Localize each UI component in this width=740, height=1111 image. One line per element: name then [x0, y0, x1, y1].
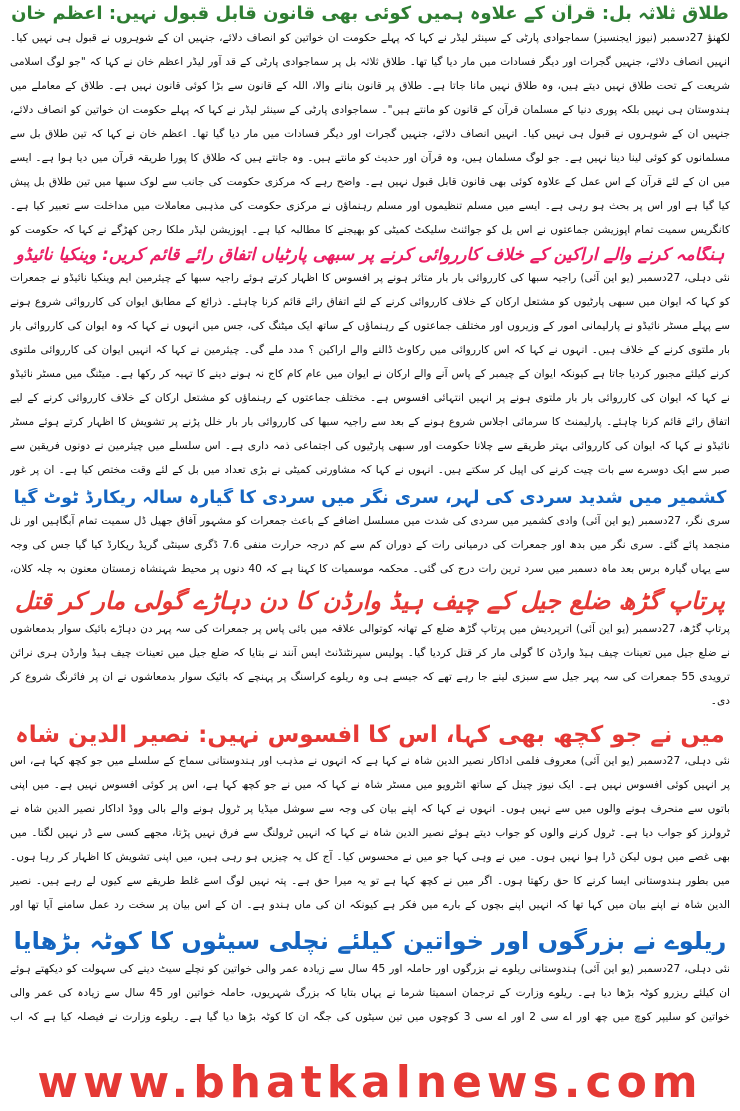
article-body: لکھنؤ 27دسمبر (نیوز ایجنسیز) سماجوادی پارٹی کے سینئر لیڈر نے کہا کہ پہلے حکومت ان خواتین کو انصاف دلائے، جنہیں ان کے شوہروں نے قبول ہی نہیں کیا۔ انہیں انصاف دلائے، جنہیں گجرات اور دیگر فسادات میں مار دیا گیا تھا۔ طلاق ثلاثہ بل پر سماجوادی پارٹی کے قد آور لیڈر اعظم خان نے کہا کہ "جو لوگ اسلامی شریعت کے تحت طلاق نہیں دیتے ہیں، وہ طلاق نہیں مانا جاتا ہے۔ طلاق پر قانون بنانے والا، اللہ کے قانون سے بڑا کوئی قانون نہیں ہے۔ طلاق کے معاملے میں ہندوستان ہی نہیں بلکہ پوری دنیا کے مسلمان قرآن کے قانون کو مانتے ہیں"۔ سماجوادی پارٹی کے سینئر لیڈر نے کہا کہ پہلے حکومت ان خواتین کو انصاف دلائے، جنہیں ان کے شوہروں نے قبول ہی نہیں کیا۔ انہیں انصاف دلائے، جنہیں گجرات اور دیگر فسادات میں مار دیا گیا تھا۔ اعظم خان نے کہا کہ تین طلاق بل سے مسلمانوں کو کوئی لینا دینا نہیں ہے۔ جو لوگ مسلمان ہیں، وہ قرآن اور حدیث کو مانتے ہیں۔ وہ جانتے ہیں کہ طلاق کا پورا طریقہ قرآن میں دیا ہوا ہے۔ ایسے میں ان کے لئے قرآن کے اس عمل کے علاوہ کوئی بھی قانون قابل قبول نہیں ہے۔ واضح رہے کہ مرکزی حکومت کی جانب سے لوک سبھا میں تین طلاق بل پیش کیا گیا ہے اور اس پر بحث ہو رہی ہے۔ ایسے میں مسلم تنظیموں اور مسلم رہنماؤں نے مرکزی حکومت کی مذہبی معاملات میں مداخلت سے تعبیر کیا ہے۔ کانگریس سمیت تمام اپوزیشن جماعتوں نے اس بل کو جوائنٹ سلیکٹ کمیٹی کو بھیجنے کا مطالبہ کیا ہے۔ اپوزیشن لیڈر ملکا رجن کھڑگے نے کہا کہ حکومت کو	[10, 31, 730, 236]
article-railway-quota	[10, 928, 730, 1030]
site-watermark: www.bhatkalnews.com	[37, 1057, 703, 1108]
article-body: نئی دہلی، 27دسمبر (یو این آئی) ہندوستانی ریلوے نے بزرگوں اور حاملہ اور 45 سال سے زیادہ عمر والی خواتین کو نچلے سیٹ دینے کی سہولت کو دیکھتے ہوئے ان کیلئے ریزرو کوٹہ بڑھا دیا ہے۔ ریلوے وزارت کے ترجمان اسمیتا شرما نے یہاں بتایا کہ بزرگ شہریوں، حاملہ خواتین اور 45 سال سے زیادہ کی عمر والی خواتین کو سلیپر کوچ میں چھ اور اے سی 2 اور اے سی 3 کوچوں میں تین سیٹوں کی جگہ ان کا کوٹہ بڑھا دیا گیا ہے۔ ریلوے وزارت نے فیصلہ کیا ہے کہ اب	[10, 962, 730, 1023]
headline: طلاق ثلاثہ بل: قرآن کے علاوہ ہمیں کوئی بھی قانون قابل قبول نہیں: اعظم خان	[11, 4, 729, 24]
article-pratapgarh	[10, 588, 730, 714]
article-kashmir-cold	[10, 488, 730, 582]
article-triple-talaq	[10, 4, 730, 240]
headline: میں نے جو کچھ بھی کہا، اس کا افسوس نہیں: نصیر الدین شاہ	[15, 721, 725, 748]
headline: پرتاپ گڑھ ضلع جیل کے چیف ہیڈ وارڈن کا دن دہاڑے گولی مار کر قتل	[15, 588, 725, 616]
article-rajya-sabha	[10, 246, 730, 481]
article-body: نئی دہلی، 27دسمبر (یو این آئی) معروف فلمی اداکار نصیر الدین شاہ نے کہا ہے کہ انہوں نے مذہب اور ہندوستانی سماج کے سلسلے میں جو کچھ کہا ہے، اس پر انہیں کوئی افسوس نہیں ہے۔ ایک نیوز چینل کے ساتھ انٹرویو میں مسٹر شاہ نے کہا کہ میں نے جو کچھ کہا ہے، اس پر کوئی افسوس نہیں ہے۔ میں اپنی باتوں سے منحرف ہونے والوں میں سے نہیں ہوں۔ انہوں نے کہا کہ اپنے بیان کی وجہ سے سوشل میڈیا پر ٹرول ہونے والے بالی ووڈ اداکار نصیر الدین شاہ نے ٹرولرز کو جواب دیا ہے۔ ٹرول کرنے والوں کو جواب دیتے ہوئے نصیر الدین شاہ نے کہا کہ انہیں ٹرولنگ سے فرق نہیں پڑتا، مجھے کسی سے ڈر نہیں لگتا۔ میں بھی غصے میں ہوں لیکن ڈرا ہوا نہیں ہوں۔ میں نے وہی کہا جو میں نے محسوس کیا۔ آج کل یہ چیزیں ہو رہی ہیں، میں اپنی تشویش کا اظہار کر رہا ہوں۔ میں بطور ہندوستانی ایسا کرنے کا حق رکھتا ہوں۔ اگر میں نے کچھ کہا ہے تو یہ میرا حق ہے۔ پتہ نہیں لوگ اسے غلط طریقے سے کیوں لے رہے ہیں۔ نصیر الدین شاہ نے اپنے بیان میں کہا تھا کہ انہیں اپنے بچوں کے بارے میں فکر ہے کیونکہ ان کی ماں ہندو ہے۔ ان کے اس بیان پر سخت رد عمل سامنے آیا تھا اور	[10, 755, 730, 912]
article-body: نئی دہلی، 27دسمبر (یو این آئی) راجیہ سبھا کی کارروائی بار بار متاثر ہونے پر افسوس کا اظہار کرتے ہوئے راجیہ سبھا کے چیئرمین ایم وینکیا نائیڈو نے جمعرات کو کہا کہ ایوان میں سبھی پارٹیوں کو مشتعل ارکان کے خلاف کارروائی کرنے کے لئے اتفاق رائے قائم کرنا چاہئے۔ ذرائع کے مطابق ایوان کی کارروائی شروع ہونے سے پہلے مسٹر نائیڈو نے پارلیمانی امور کے وزیروں اور مختلف جماعتوں کے رہنماؤں کے ساتھ ایک میٹنگ کی، جس میں انہوں نے کہا کہ وہ ایوان کی کارروائی بار بار ملتوی کرنے کے خلاف ہیں۔ انہوں نے کہا کہ اس کارروائی میں رکاوٹ ڈالنے والے اراکین ؟ مدد ملے گی۔ چیئرمین نے کہا کہ انہیں ایوان کی کارروائی ملتوی کرنے کیلئے مجبور کردیا جاتا ہے کیونکہ ایوان کے چیمبر کے پاس آنے والے ارکان نے ایوان میں عام کام کاج نہ ہونے دینے کا تہیہ کر رکھا ہے۔ میٹنگ میں مسٹر نائیڈو نے کہا کہ ایوان کی کارروائی بار بار ملتوی ہونے پر انہیں انتہائی افسوس ہے۔ مختلف جماعتوں کے رہنماؤں کو مشتعل ارکان کے خلاف کارروائی کرنے کے لیے اتفاق رائے قائم کرنا چاہئے۔ پارلیمنٹ کا سرمائی اجلاس شروع ہونے کے بعد سے راجیہ سبھا کی کارروائی بار بار خلل پڑنے پر تشویش کا اظہار کرتے ہوئے مسٹر نائیڈو نے کہا کہ ایوان کی کارروائی بہتر طریقے سے چلانا حکومت اور سبھی پارٹیوں کی اجتماعی ذمہ داری ہے۔ اس سلسلے میں چیئرمین نے دونوں فریقین سے صبر سے ایک دوسرے سے بات چیت کرنے کی اپیل کر سکتے ہیں۔ انہوں نے کہا کہ مشاورتی کمیٹی نے بڑی تعداد میں بل کے لئے وقت مختص کیا ہے۔ ان پر غور	[10, 272, 730, 477]
headline: ہنگامہ کرنے والے اراکین کے خلاف کارروائی کرنے پر سبھی پارٹیاں اتفاق رائے قائم کریں: وینکیا نائیڈو	[15, 245, 725, 265]
article-body: سری نگر، 27دسمبر (یو این آئی) وادی کشمیر میں سردی کی شدت میں مسلسل اضافے کے باعث جمعرات کو مشہور آفاق جھیل ڈل سمیت تمام آبگاہیں اور نل منجمد پائے گئے۔ سری نگر میں بدھ اور جمعرات کی درمیانی رات کے دوران کم سے کم درجہ حرارت منفی 7.6 ڈگری سینٹی گریڈ ریکارڈ کیا گیا جس کی وجہ سے یہاں گیارہ برس بعد ماہ دسمبر میں سرد ترین رات درج کی گئی۔ محکمہ موسمیات کا کہنا ہے کہ 40 دنوں پر محیط شہنشاہ زمستان معنون بہ چلہ کلان،	[10, 515, 730, 576]
article-body: پرتاپ گڑھ، 27دسمبر (یو این آئی) اترپردیش میں پرتاپ گڑھ ضلع کے تھانہ کوتوالی علاقہ میں بائی پاس پر جمعرات کی سہ پہر دن دہاڑے بائیک سوار بدمعاشوں نے ضلع جیل میں تعینات چیف ہیڈ وارڈن کا گولی مار کر قتل کردیا گیا۔ پولیس سپرنٹنڈنٹ ایس آنند نے بتایا کہ ضلع جیل میں تعینات چیف ہیڈ وارڈن ہری نرائن ترویدی 55 جمعرات کی سہ پہر جیل سے سبزی لینے جا رہے تھے کہ جیسے ہی وہ ریلوے کراسنگ پر پہنچے کہ بائیک سوار بدمعاشوں نے ان پر فائرنگ شروع کر دی۔	[10, 622, 730, 707]
headline: ریلوے نے بزرگوں اور خواتین کیلئے نچلی سیٹوں کا کوٹہ بڑھایا	[13, 928, 727, 956]
article-naseeruddin-shah	[10, 722, 730, 920]
headline: کشمیر میں شدید سردی کی لہر، سری نگر میں سردی کا گیارہ سالہ ریکارڈ ٹوٹ گیا	[13, 488, 727, 509]
